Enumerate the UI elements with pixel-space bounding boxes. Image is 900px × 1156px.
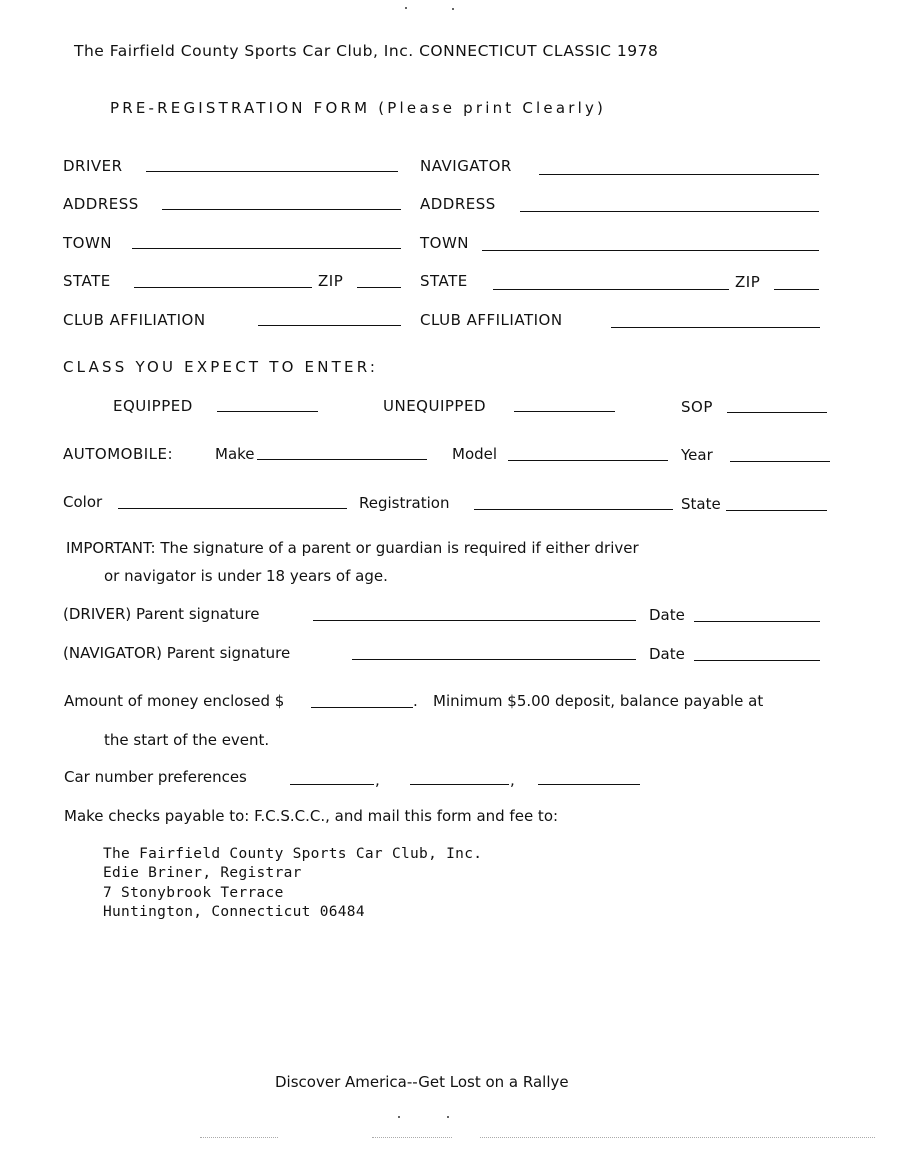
navigator-club-label: CLUB AFFILIATION [420, 311, 563, 329]
car-number-preference-3-field[interactable] [538, 784, 640, 785]
form-title: PRE-REGISTRATION FORM (Please print Clearly) [110, 99, 607, 117]
model-label: Model [452, 445, 498, 463]
scan-speck [398, 1116, 400, 1118]
amount-period: . [413, 692, 418, 710]
class-heading: CLASS YOU EXPECT TO ENTER: [63, 358, 379, 376]
comma-separator: , [375, 771, 380, 789]
navigator-zip-label: ZIP [735, 273, 761, 291]
scan-artifact-line [200, 1136, 278, 1138]
driver-state-label: STATE [63, 272, 111, 290]
footer-slogan: Discover America--Get Lost on a Rallye [275, 1073, 569, 1091]
class-option-equipped-label: EQUIPPED [113, 397, 193, 415]
make-label: Make [215, 445, 255, 463]
navigator-name-label: NAVIGATOR [420, 157, 512, 175]
driver-date-label: Date [649, 606, 685, 624]
car-number-preference-2-field[interactable] [410, 784, 509, 785]
navigator-state-field[interactable] [493, 289, 729, 290]
navigator-date-label: Date [649, 645, 685, 663]
class-unequipped-field[interactable] [514, 411, 615, 412]
address-line: 7 Stonybrook Terrace [103, 885, 284, 901]
driver-parent-signature-field[interactable] [313, 620, 636, 621]
driver-town-field[interactable] [132, 248, 401, 249]
driver-town-label: TOWN [63, 234, 113, 252]
navigator-parent-signature-field[interactable] [352, 659, 636, 660]
driver-zip-field[interactable] [357, 287, 401, 288]
car-number-preferences-label: Car number preferences [64, 768, 247, 786]
navigator-parent-signature-label: (NAVIGATOR) Parent signature [63, 644, 291, 662]
important-notice: IMPORTANT: The signature of a parent or guardian is required if either driver [66, 539, 639, 557]
driver-club-label: CLUB AFFILIATION [63, 311, 206, 329]
driver-state-field[interactable] [134, 287, 312, 288]
navigator-zip-field[interactable] [774, 289, 819, 290]
navigator-town-field[interactable] [482, 250, 819, 251]
driver-zip-label: ZIP [318, 272, 344, 290]
navigator-club-field[interactable] [611, 327, 820, 328]
automobile-label: AUTOMOBILE: [63, 445, 174, 463]
navigator-address-label: ADDRESS [420, 195, 496, 213]
color-field[interactable] [118, 508, 347, 509]
deposit-text-cont: the start of the event. [104, 731, 270, 749]
amount-enclosed-label: Amount of money enclosed $ [64, 692, 285, 710]
registration-field[interactable] [474, 509, 673, 510]
scan-artifact-line [480, 1136, 875, 1138]
driver-address-label: ADDRESS [63, 195, 139, 213]
registration-label: Registration [359, 494, 450, 512]
scan-speck [447, 1116, 449, 1118]
scan-speck [452, 8, 454, 10]
year-label: Year [681, 446, 713, 464]
class-option-unequipped-label: UNEQUIPPED [383, 397, 487, 415]
important-notice-cont: or navigator is under 18 years of age. [104, 567, 388, 585]
driver-club-field[interactable] [258, 325, 401, 326]
navigator-state-label: STATE [420, 272, 468, 290]
address-line: Edie Briner, Registrar [103, 865, 302, 881]
amount-enclosed-field[interactable] [311, 707, 413, 708]
navigator-name-field[interactable] [539, 174, 819, 175]
auto-state-label: State [681, 495, 721, 513]
driver-name-label: DRIVER [63, 157, 123, 175]
comma-separator: , [510, 771, 515, 789]
navigator-date-field[interactable] [694, 660, 820, 661]
address-line: Huntington, Connecticut 06484 [103, 904, 365, 920]
deposit-text: Minimum $5.00 deposit, balance payable at [433, 692, 764, 710]
driver-parent-signature-label: (DRIVER) Parent signature [63, 605, 260, 623]
year-field[interactable] [730, 461, 830, 462]
driver-address-field[interactable] [162, 209, 401, 210]
class-equipped-field[interactable] [217, 411, 318, 412]
driver-name-field[interactable] [146, 171, 398, 172]
class-option-sop-label: SOP [681, 398, 713, 416]
color-label: Color [63, 493, 103, 511]
address-line: The Fairfield County Sports Car Club, Inc. [103, 846, 483, 862]
navigator-address-field[interactable] [520, 211, 819, 212]
make-field[interactable] [257, 459, 427, 460]
auto-state-field[interactable] [726, 510, 827, 511]
driver-date-field[interactable] [694, 621, 820, 622]
document-title: The Fairfield County Sports Car Club, Inc. CONNECTICUT CLASSIC 1978 [74, 42, 659, 60]
model-field[interactable] [508, 460, 668, 461]
navigator-town-label: TOWN [420, 234, 470, 252]
scan-artifact-line [372, 1136, 452, 1138]
class-sop-field[interactable] [727, 412, 827, 413]
checks-payable-text: Make checks payable to: F.C.S.C.C., and mail this form and fee to: [64, 807, 559, 825]
scan-speck [405, 7, 407, 9]
car-number-preference-1-field[interactable] [290, 784, 374, 785]
